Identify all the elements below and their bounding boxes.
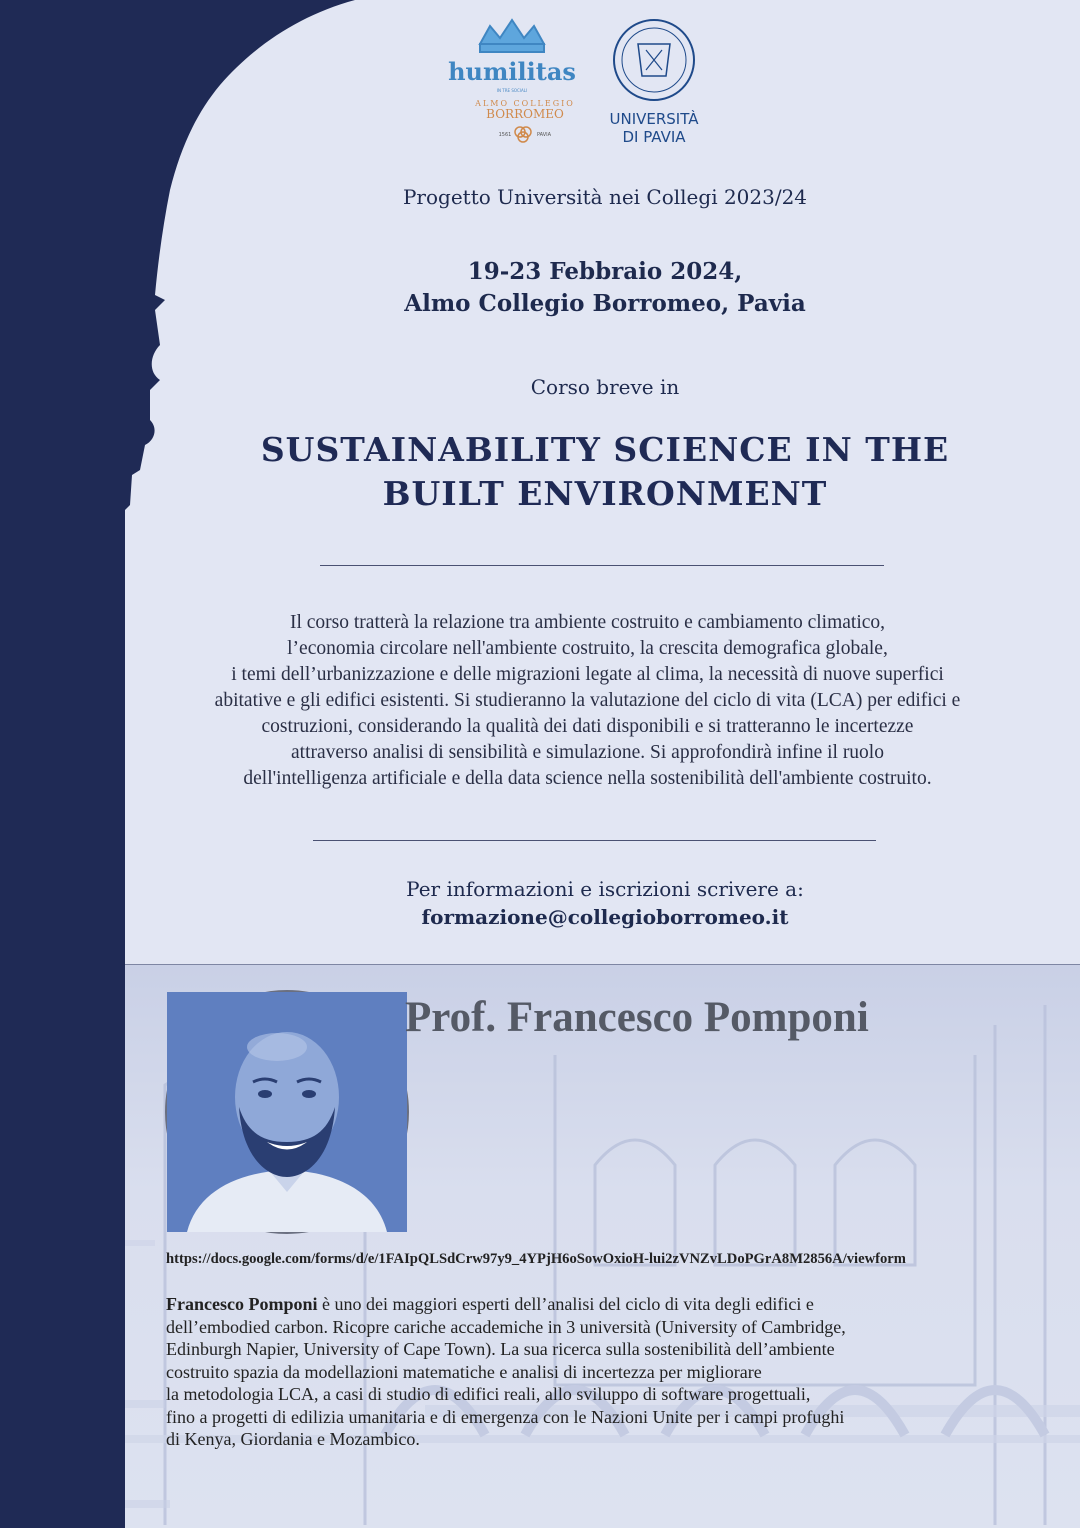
institution-logos <box>448 14 710 154</box>
bio-line: la metodologia LCA, a casi di studio di edifici reali, allo sviluppo di software progettuali, <box>166 1384 811 1404</box>
speaker-bio <box>166 1293 1066 1451</box>
borromean-rings-icon <box>515 127 531 142</box>
description-line: i temi dell’urbanizzazione e delle migrazioni legate al clima, la necessità di nuove superfici <box>231 664 944 685</box>
course-title-line2: BUILT ENVIRONMENT <box>382 474 828 513</box>
bio-line <box>166 1293 1066 1316</box>
speaker-name: Prof. Francesco Pomponi <box>405 994 869 1041</box>
borromeo-line2: BORROMEO <box>486 107 564 121</box>
divider-middle <box>313 840 876 841</box>
crown-icon <box>480 20 544 52</box>
borromeo-line1: ALMO COLLEGIO <box>475 99 575 108</box>
program-title: Progetto Università nei Collegi 2023/24 <box>402 185 808 209</box>
divider-top <box>320 565 884 566</box>
speaker-portrait-illustration <box>167 992 407 1232</box>
contact-info <box>130 875 1080 931</box>
unipv-line1: UNIVERSITÀ <box>609 110 699 128</box>
registration-form-link[interactable]: https://docs.google.com/forms/d/e/1FAIpQLSdCrw97y9_4YPjH6oSowOxioH-lui2zVNZvLDoPGrA8M2856A/viewform <box>166 1251 906 1267</box>
contact-text: Per informazioni e iscrizioni scrivere a: <box>406 877 804 901</box>
description-line: l’economia circolare nell'ambiente costruito, la crescita demografica globale, <box>287 638 888 659</box>
course-title-line1: SUSTAINABILITY SCIENCE IN THE <box>260 430 950 469</box>
event-location: Almo Collegio Borromeo, Pavia <box>404 290 806 317</box>
borromeo-year: 1561 <box>498 132 512 138</box>
description-line: abitative e gli edifici esistenti. Si studieranno la valutazione del ciclo di vita (LCA) per edifici e <box>214 690 961 711</box>
description-line: costruzioni, considerando la qualità dei dati disponibili e si tratteranno le incertezze <box>261 716 914 737</box>
bio-line: di Kenya, Giordania e Mozambico. <box>166 1429 420 1449</box>
course-title <box>130 428 1080 516</box>
description-line: dell'intelligenza artificiale e della data science nella sostenibilità dell'ambiente costruito. <box>243 768 932 789</box>
description-line: Il corso tratterà la relazione tra ambiente costruito e cambiamento climatico, <box>289 612 886 633</box>
description-line: attraverso analisi di sensibilità e simulazione. Si approfondirà infine il ruolo <box>291 742 884 763</box>
unipv-line2: DI PAVIA <box>622 128 686 146</box>
contact-email-link[interactable]: formazione@collegioborromeo.it <box>421 905 789 929</box>
bio-line: fino a progetti di edilizia umanitaria e di emergenza con le Nazioni Unite per i campi profughi <box>166 1406 845 1427</box>
humilitas-small-motto: IN TRE SOCIALI <box>496 88 528 93</box>
university-seal-icon <box>614 20 694 100</box>
event-dates <box>130 256 1080 320</box>
section-divider <box>125 964 1080 965</box>
course-label: Corso breve in <box>530 375 680 399</box>
speaker-photo <box>165 990 409 1234</box>
event-dates-line1: 19-23 Febbraio 2024, <box>467 258 743 285</box>
bio-line: costruito spazia da modellazioni matematiche e analisi di incertezza per migliorare <box>166 1361 762 1382</box>
bio-speaker-name: Francesco Pomponi <box>166 1294 318 1314</box>
bio-line-text: è uno dei maggiori esperti dell’analisi del ciclo di vita degli edifici e <box>317 1294 814 1314</box>
bio-line: dell’embodied carbon. Ricopre cariche accademiche in 3 università (University of Cambridge, <box>166 1316 846 1337</box>
borromeo-city: PAVIA <box>536 132 552 138</box>
bio-line: Edinburgh Napier, University of Cape Town). La sua ricerca sulla sostenibilità dell’ambiente <box>166 1339 835 1359</box>
humilitas-motto: humilitas <box>448 57 576 86</box>
course-description <box>135 610 1040 792</box>
